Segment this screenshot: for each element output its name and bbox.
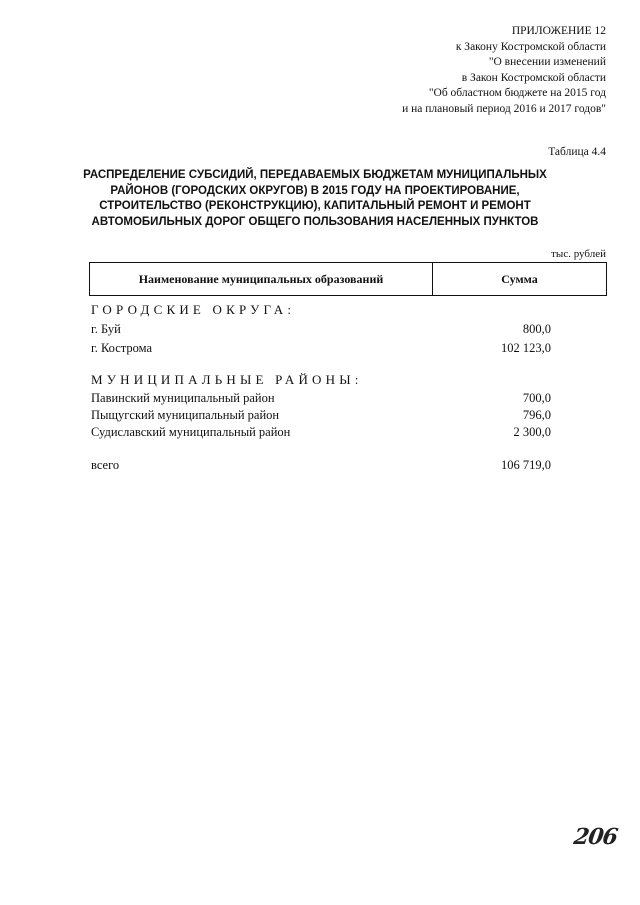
document-title: РАСПРЕДЕЛЕНИЕ СУБСИДИЙ, ПЕРЕДАВАЕМЫХ БЮДЖЕТАМ МУНИЦИПАЛЬНЫХ РАЙОНОВ (ГОРОДСКИХ ОКРУГОВ) В 2015 ГОДУ НА ПРОЕКТИРОВАНИЕ, СТРОИТЕЛЬСТВО (РЕКОНСТРУКЦИЮ), КАПИТАЛЬНЫЙ РЕМОНТ И РЕМОНТ АВТОМОБИЛЬНЫХ ДОРОГ ОБЩЕГО ПОЛЬЗОВАНИЯ НАСЕЛЕННЫХ ПУНКТОВ [83, 169, 547, 228]
appendix-line: "Об областном бюджете на 2015 год [428, 87, 606, 99]
appendix-line: "О внесении изменений [488, 56, 606, 68]
row-value: 2 300,0 [513, 425, 551, 439]
total-label: всего [91, 458, 120, 472]
appendix-header [402, 24, 606, 117]
handwritten-page-number: 206 [572, 824, 619, 850]
row-name: г. Кострома [91, 341, 153, 355]
appendix-line: к Закону Костромской области [455, 40, 606, 53]
row-value: 700,0 [522, 391, 551, 405]
total-value: 106 719,0 [501, 458, 551, 472]
row-value: 800,0 [522, 322, 551, 336]
header-sum-column: Сумма [501, 271, 538, 286]
header-name-column: Наименование муниципальных образований [90, 263, 433, 295]
section-heading-city-districts: ГОРОДСКИЕ ОКРУГА: [91, 302, 296, 317]
row-value: 102 123,0 [501, 341, 551, 355]
appendix-line: ПРИЛОЖЕНИЕ 12 [511, 25, 606, 37]
appendix-line: и на плановый период 2016 и 2017 годов" [402, 102, 606, 115]
row-name: г. Буй [91, 322, 121, 336]
units-label: тыс. рублей [551, 248, 606, 260]
appendix-line: в Закон Костромской области [461, 71, 606, 84]
table-number: Таблица 4.4 [548, 146, 606, 158]
table-row [91, 341, 551, 357]
table-row [91, 425, 551, 441]
table-header [89, 262, 607, 296]
table-row [91, 391, 551, 407]
table-total-row [91, 458, 551, 474]
row-name: Судиславский муниципальный район [91, 425, 291, 439]
table-row [91, 322, 551, 338]
row-name: Павинский муниципальный район [91, 391, 275, 405]
section-heading-municipal-districts: МУНИЦИПАЛЬНЫЕ РАЙОНЫ: [91, 372, 363, 387]
row-value: 796,0 [522, 408, 551, 422]
row-name: Пыщугский муниципальный район [91, 408, 280, 422]
table-row [91, 408, 551, 424]
